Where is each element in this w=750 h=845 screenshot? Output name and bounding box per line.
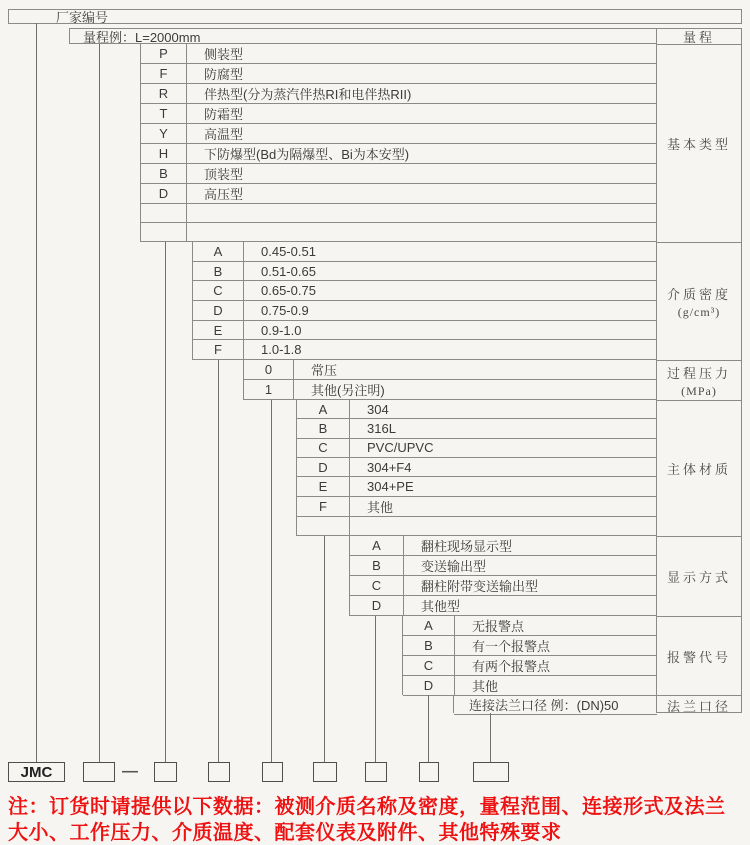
desc-cell: 304+PE: [367, 478, 414, 494]
section-display-mode: [349, 536, 657, 616]
connector-alarm: [428, 695, 429, 762]
table-row: [403, 656, 657, 676]
desc-cell: [350, 517, 657, 535]
code-cell: T: [141, 104, 187, 123]
desc-cell: 下防爆型(Bd为隔爆型、Bi为本安型): [204, 147, 410, 162]
desc-cell: 高压型: [204, 187, 244, 202]
connector-factory-code: [36, 23, 37, 762]
code-cell: 0: [244, 360, 294, 379]
section-medium-density: [192, 242, 657, 360]
code-cell: H: [141, 144, 187, 163]
connector-density: [218, 360, 219, 762]
code-cell: F: [297, 497, 350, 516]
table-row: [297, 400, 657, 419]
code-box-range: [83, 762, 115, 782]
table-row: [297, 419, 657, 438]
code-box-pressure: [262, 762, 283, 782]
desc-cell: 翻柱现场显示型: [421, 539, 513, 554]
code-cell: P: [141, 44, 187, 63]
table-row: [141, 84, 657, 104]
desc-cell: 高温型: [204, 127, 244, 142]
table-row: [244, 360, 657, 380]
code-cell: Y: [141, 124, 187, 143]
section-basic-type: [140, 44, 657, 242]
code-cell: C: [403, 656, 455, 675]
connector-basic-type: [165, 242, 166, 762]
code-cell: C: [193, 281, 244, 300]
table-row: [193, 242, 657, 262]
table-row: [141, 124, 657, 144]
code-cell: D: [193, 301, 244, 320]
desc-cell: 无报警点: [472, 619, 525, 634]
separator-dash: —: [122, 763, 138, 780]
table-row: [244, 380, 657, 400]
desc-cell: 翻柱附带变送输出型: [421, 579, 539, 594]
desc-cell: 其他(另注明): [311, 383, 385, 398]
code-cell: 1: [244, 380, 294, 399]
desc-cell: [187, 223, 657, 241]
range-example-text: 量程例：L=2000mm: [83, 29, 201, 45]
table-row: [193, 340, 657, 360]
ordering-note-line1: 注：订货时请提供以下数据：被测介质名称及密度，量程范围、连接形式及法兰: [8, 796, 726, 818]
connector-display: [375, 616, 376, 762]
desc-cell: 0.45-0.51: [261, 243, 316, 259]
connector-material: [324, 536, 325, 762]
code-box-density: [208, 762, 230, 782]
desc-cell: 0.9-1.0: [261, 322, 302, 338]
table-row: [350, 576, 657, 596]
table-row: [141, 184, 657, 204]
table-row: [454, 695, 657, 715]
table-row: [297, 439, 657, 458]
desc-cell: 0.51-0.65: [261, 263, 316, 279]
desc-cell: 304: [367, 401, 389, 417]
code-cell: B: [350, 556, 404, 575]
code-box-alarm: [419, 762, 439, 782]
desc-cell: 316L: [367, 420, 396, 436]
table-row: [141, 44, 657, 64]
desc-cell: 顶装型: [204, 167, 244, 182]
desc-cell: [187, 204, 657, 222]
desc-cell: 有一个报警点: [472, 639, 551, 654]
side-label-range: 量程: [657, 29, 741, 45]
section-alarm-code: [402, 616, 657, 695]
table-row: [141, 144, 657, 164]
table-row: [403, 616, 657, 636]
table-row: [193, 321, 657, 341]
side-label-alarm: 报警代号: [657, 617, 741, 696]
table-row: [297, 458, 657, 477]
section-flange-size: [453, 695, 657, 713]
desc-cell: 防霜型: [204, 107, 244, 122]
desc-cell: 其他型: [421, 599, 461, 614]
table-row: [297, 477, 657, 496]
desc-cell: 侧装型: [204, 47, 244, 62]
code-cell: E: [297, 477, 350, 495]
table-row: [193, 262, 657, 282]
side-label-material: 主体材质: [657, 401, 741, 537]
ordering-note: [8, 794, 726, 845]
code-cell: E: [193, 321, 244, 340]
section-body-material: [296, 400, 657, 536]
code-cell: B: [193, 262, 244, 281]
table-row: [297, 517, 657, 536]
table-row: [141, 164, 657, 184]
table-row: [141, 204, 657, 223]
code-box-basic-type: [154, 762, 177, 782]
range-box: [69, 28, 657, 44]
table-row: [193, 301, 657, 321]
model-prefix-box: [8, 762, 65, 782]
desc-cell: 1.0-1.8: [261, 342, 302, 358]
desc-cell: 防腐型: [204, 67, 244, 82]
side-label-display: 显示方式: [657, 537, 741, 617]
side-label-density: 介质密度 (g/cm³): [657, 243, 741, 361]
table-row: [141, 64, 657, 84]
code-cell: [141, 223, 187, 241]
desc-cell: 伴热型(分为蒸汽伴热RI和电伴热RII): [204, 87, 412, 102]
side-label-flange: 法兰口径: [666, 699, 731, 714]
code-cell: B: [403, 636, 455, 655]
desc-cell: 304+F4: [367, 459, 412, 475]
section-process-pressure: [243, 360, 657, 400]
code-cell: A: [403, 616, 455, 635]
desc-cell: 其他: [472, 679, 499, 694]
code-cell: C: [350, 576, 404, 595]
connector-pressure: [271, 400, 272, 762]
desc-cell: 变送输出型: [421, 559, 487, 574]
desc-cell: 0.75-0.9: [261, 302, 309, 318]
code-cell: F: [193, 340, 244, 359]
code-cell: A: [350, 536, 404, 555]
side-label-basic-type: 基本类型: [657, 45, 741, 243]
table-row: [297, 497, 657, 517]
code-cell: D: [403, 676, 455, 695]
desc-cell: 0.65-0.75: [261, 283, 316, 299]
code-cell: R: [141, 84, 187, 103]
code-cell: [297, 517, 350, 535]
table-row: [350, 556, 657, 576]
code-cell: A: [193, 242, 244, 261]
code-cell: F: [141, 64, 187, 83]
code-box-material: [313, 762, 337, 782]
connector-range: [99, 44, 100, 762]
factory-code-label: 厂家编号: [56, 10, 109, 25]
desc-cell: PVC/UPVC: [367, 440, 434, 456]
table-row: [350, 536, 657, 556]
code-cell: [141, 204, 187, 222]
table-row: [403, 636, 657, 656]
desc-cell: 有两个报警点: [472, 659, 551, 674]
code-cell: B: [141, 164, 187, 183]
model-prefix-label: JMC: [20, 763, 53, 781]
table-row: [403, 676, 657, 696]
factory-code-box: [8, 9, 742, 24]
table-row: [141, 223, 657, 242]
table-row: [350, 596, 657, 616]
connector-flange: [490, 713, 491, 762]
code-cell: A: [297, 400, 350, 418]
table-row: [141, 104, 657, 124]
code-cell: C: [297, 439, 350, 457]
table-row: [193, 281, 657, 301]
code-cell: D: [141, 184, 187, 203]
code-box-flange: [473, 762, 509, 782]
code-cell: B: [297, 419, 350, 437]
code-cell: D: [350, 596, 404, 615]
side-label-pressure: 过程压力 (MPa): [657, 361, 741, 401]
side-label-column: [656, 28, 742, 713]
ordering-note-line2: 大小、工作压力、介质温度、配套仪表及附件、其他特殊要求: [8, 822, 562, 844]
desc-cell: 连接法兰口径 例：(DN)50: [469, 698, 619, 713]
desc-cell: 其他: [367, 499, 394, 515]
code-cell: D: [297, 458, 350, 476]
desc-cell: 常压: [311, 363, 338, 378]
code-box-display: [365, 762, 387, 782]
